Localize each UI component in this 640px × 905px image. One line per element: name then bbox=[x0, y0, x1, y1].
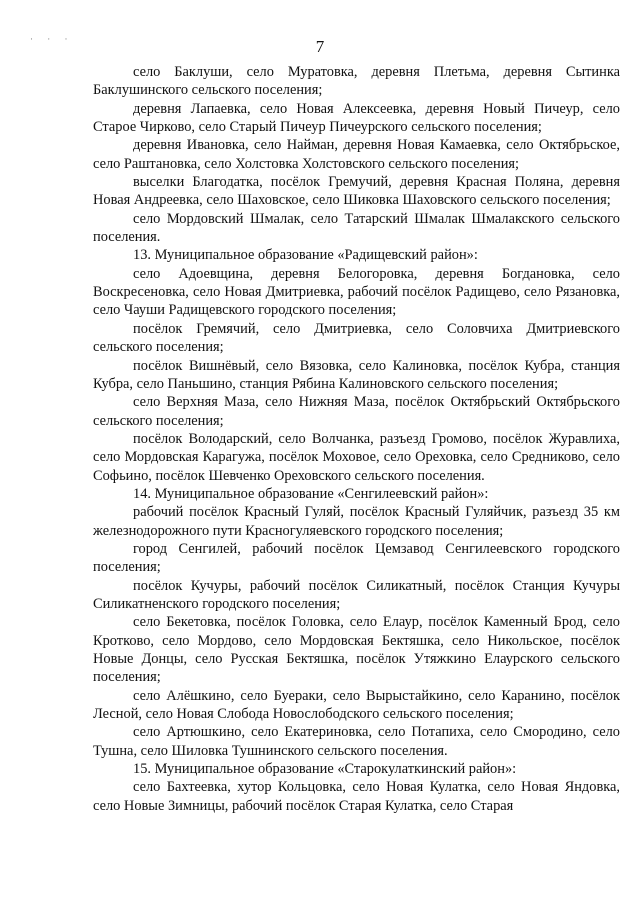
paragraph: выселки Благодатка, посёлок Гремучий, деревня Красная Поляна, деревня Новая Андреевка, село Шаховское, село Шиковка Шаховского сельского поселения; bbox=[93, 174, 620, 209]
paragraph: деревня Лапаевка, село Новая Алексеевка, деревня Новый Пичеур, село Старое Чирково, село Старый Пичеур Пичеурского сельского поселения; bbox=[93, 100, 620, 136]
paragraph: село Адоевщина, деревня Белогоровка, деревня Богдановка, село Воскресеновка, село Новая Дмитриевка, рабочий посёлок Радищево, село Рязановка, село Чауши Радищевского городского поселения; bbox=[93, 265, 620, 319]
paragraph: село Алёшкино, село Буераки, село Вырыстайкино, село Каранино, посёлок Лесной, село Новая Слобода Новослободского сельского поселения; bbox=[93, 687, 620, 723]
paragraph: село Мордовский Шмалак, село Татарский Шмалак Шмалакского сельского поселения. bbox=[93, 210, 620, 246]
paragraph: село Артюшкино, село Екатериновка, село Потапиха, село Смородино, село Тушна, село Шиловка Тушнинского сельского поселения. bbox=[93, 724, 620, 759]
margin-marks: · · · bbox=[30, 34, 74, 44]
paragraph: 15. Муниципальное образование «Старокулаткинский район»: bbox=[133, 761, 517, 778]
paragraph: посёлок Гремячий, село Дмитриевка, село Соловчиха Дмитриевского сельского поселения; bbox=[93, 320, 620, 356]
paragraph: деревня Ивановка, село Найман, деревня Новая Камаевка, село Октябрьское, село Раштановка, село Холстовка Холстовского сельского поселения; bbox=[93, 137, 620, 172]
paragraph: село Баклуши, село Муратовка, деревня Плетьма, деревня Сытинка Баклушинского сельского поселения; bbox=[93, 64, 620, 99]
paragraph: 14. Муниципальное образование «Сенгилеевский район»: bbox=[133, 485, 489, 502]
paragraph: село Бекетовка, посёлок Головка, село Елаур, посёлок Каменный Брод, село Кротково, село Мордово, село Мордовская Бектяшка, село Никольское, посёлок Новые Донцы, село Русская Бектяшка, посёлок Утяжкино Елаурского сельского поселения; bbox=[93, 614, 620, 686]
paragraph: посёлок Вишнёвый, село Вязовка, село Калиновка, посёлок Кубра, станция Кубра, село Паньшино, станция Рябина Калиновского сельского поселения; bbox=[93, 357, 620, 392]
paragraph: город Сенгилей, рабочий посёлок Цемзавод Сенгилеевского городского поселения; bbox=[93, 540, 620, 576]
paragraph: рабочий посёлок Красный Гуляй, посёлок Красный Гуляйчик, разъезд 35 км железнодорожного пути Красногуляевского городского поселения; bbox=[93, 504, 620, 539]
document-body bbox=[93, 63, 620, 815]
paragraph: село Верхняя Маза, село Нижняя Маза, посёлок Октябрьский Октябрьского сельского поселения; bbox=[93, 394, 620, 429]
paragraph: посёлок Володарский, село Волчанка, разъезд Громово, посёлок Журавлиха, село Мордовская Карагужа, посёлок Моховое, село Ореховка, село Средниково, село Софьино, посёлок Шевченко Ореховского сельского поселения. bbox=[93, 430, 620, 484]
paragraph: село Бахтеевка, хутор Кольцовка, село Новая Кулатка, село Новая Яндовка, село Новые Зимницы, рабочий посёлок Старая Кулатка, село Старая bbox=[93, 779, 620, 814]
paragraph: 13. Муниципальное образование «Радищевский район»: bbox=[133, 247, 478, 264]
page-number: 7 bbox=[315, 37, 325, 56]
paragraph: посёлок Кучуры, рабочий посёлок Силикатный, посёлок Станция Кучуры Силикатненского городского поселения; bbox=[93, 577, 620, 612]
